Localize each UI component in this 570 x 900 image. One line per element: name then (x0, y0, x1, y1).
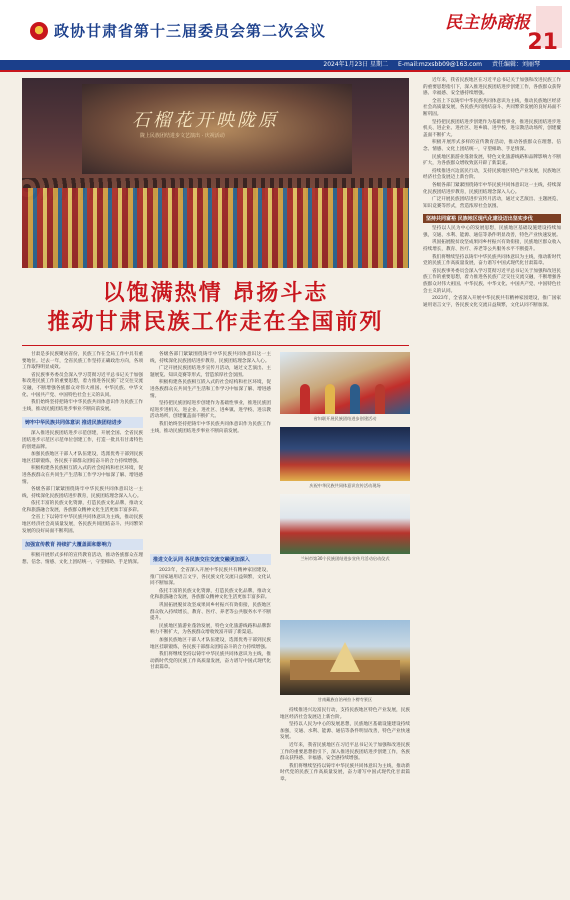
photo-caption: 庆祝中华民族共同体意识宣传活动现场 (309, 483, 381, 488)
article-paragraph: 我们将继续坚持以铸牢中华民族共同体意识为主线，推动新时代党的民族工作高质量发展，奋力谱写中国式现代化甘肃篇章。 (423, 254, 561, 267)
section-heading: 加强宣传教育 持续扩大覆盖面和影响力 (22, 539, 143, 550)
stupa-roof (330, 642, 360, 672)
page-number: 21 (527, 30, 558, 55)
article-paragraph: 省民族事务委员会深入学习贯彻习近平总书记关于加强和改进民族工作的重要思想，着力推进各民族广泛交往交流交融，不断增强各族群众对伟大祖国、中华民族、中华文化、中国共产党、中国特色社会主义的认同。 (22, 372, 143, 398)
article-paragraph: 巩固拓展脱贫攻坚成果同乡村振兴有效衔接，民族地区群众收入持续增长，教育、医疗、养老等公共服务水平不断提升。 (423, 240, 561, 253)
article-paragraph: 我们将继续坚持以铸牢中华民族共同体意识为主线，推动新时代党的民族工作高质量发展，奋力谱写中国式现代化甘肃篇章。 (280, 763, 410, 782)
photo-folk-dance (280, 352, 410, 414)
article-paragraph: 民族地区旅游业蓬勃发展，特色文化旅游线路和品牌影响力不断扩大，为各族群众增收致富开辟了新渠道。 (423, 154, 561, 167)
performer-figure (300, 384, 310, 414)
show-title: 石榴花开映陇原 (132, 110, 279, 131)
column-2-lower (150, 550, 271, 673)
issue-date: 2024年1月23日 星期二 (323, 61, 389, 68)
headline-line-2: 推动甘肃民族工作走在全国前列 (47, 310, 384, 335)
article-paragraph: 坚持以人民为中心的发展思想，民族地区基础设施建设持续加强，交通、水利、能源、通信等条件明显改善，特色产业快速发展。 (280, 722, 410, 741)
performer-figure (375, 384, 385, 414)
column-2 (150, 352, 271, 436)
section-heading: 坚持共同富裕 民族地区现代化建设迈出坚实步伐 (423, 214, 561, 223)
article-paragraph: 深入推进民族团结进步示范创建，开展全国、全省民族团结进步示范区示范单位创建工作，打造一批具有甘肃特色的创建品牌。 (22, 431, 143, 450)
masthead (0, 0, 570, 60)
article-paragraph: 全省上下以铸牢中华民族共同体意识为主线，推动民族地区经济社会高质量发展，各民族共同团结奋斗、共同繁荣发展的良好局面不断巩固。 (423, 98, 561, 117)
performer-figure (350, 384, 360, 414)
article-paragraph: 积极构建各民族相互嵌入式的社会结构和社区环境，促进各族群众在共同生产生活和工作学习中加深了解、增进感情。 (22, 466, 143, 485)
article-paragraph: 我们始终坚持把铸牢中华民族共同体意识作为民族工作主线，推动民族团结进步事业不断向前发展。 (150, 421, 271, 434)
article-paragraph: 坚持把民族团结进步创建作为基础性事业，推进民族团结进步进机关、进企业、进社区、进乡镇、进学校、进宗教活动场所，创建覆盖面不断扩大。 (150, 401, 271, 420)
headline (22, 280, 409, 338)
article-paragraph: 近年来，我省民族地区在习近平总书记关于加强和改进民族工作的重要思想指引下，深入推进民族团结进步创建工作，各族群众获得感、幸福感、安全感持续增强。 (423, 78, 561, 97)
article-paragraph: 广泛开展民族团结进步宣传月活动，通过文艺演出、主题展览、知识竞赛等形式，营造浓厚社会氛围。 (423, 197, 561, 209)
article-paragraph: 加强民族地区干部人才队伍建设，选派优秀干部到民族地区挂职锻炼，各民族干部群众团结奋斗的合力持续增强。 (150, 637, 271, 650)
performer-figure (325, 384, 335, 414)
hero-photo (22, 78, 409, 268)
article-paragraph: 2023年，全省深入开展中华民族共有精神家园建设，推广国家通用语言文字，各民族文化交流日益频繁，文化认同不断加深。 (150, 568, 271, 587)
section-heading: 推进文化认同 各民族交往交流交融更加深入 (150, 554, 271, 565)
photo-caption: 甘南藏族自治州拉卜楞寺景区 (317, 697, 373, 702)
article-paragraph: 省民族事务委员会深入学习贯彻习近平总书记关于加强和改进民族工作的重要思想，着力推进各民族广泛交往交流交融，不断增强各族群众对伟大祖国、中华民族、中华文化、中国共产党、中国特色社会主义的认同。 (423, 268, 561, 294)
article-paragraph: 广泛开展民族团结进步宣传月活动，通过文艺演出、主题展览、知识竞赛等形式，营造浓厚社会氛围。 (150, 366, 271, 378)
photo-column (280, 352, 410, 567)
newspaper-logo: 民主协商报 (445, 13, 530, 33)
photo-stage-event (280, 427, 410, 481)
article-paragraph: 加强民族地区干部人才队伍建设，选派优秀干部到民族地区挂职锻炼，各民族干部群众团结奋斗的合力持续增强。 (22, 452, 143, 464)
show-subtitle: 陇上民族团结进步文艺演出 · 庆祝活动 (140, 133, 225, 139)
article-paragraph: 积极开展形式多样的宣传教育活动，推动各族群众在理想、信念、情感、文化上团结统一，守望相助、手足情深。 (22, 553, 143, 565)
article-paragraph: 积极构建各民族相互嵌入式的社会结构和社区环境，促进各族群众在共同生产生活和工作学习中加深了解、增进感情。 (150, 380, 271, 399)
photo-column-lower (280, 620, 410, 785)
right-column (423, 78, 561, 310)
photo-caption: 兰州市第30个民族团结进步宣传月活动启动仪式 (300, 556, 390, 561)
article-paragraph: 各级各部门紧紧围绕铸牢中华民族共同体意识这一主线，持续深化民族团结进步教育，民族团结理念深入人心。 (150, 352, 271, 364)
article-paragraph: 2023年，全省深入开展中华民族共有精神家园建设，推广国家通用语言文字，各民族文化交流日益频繁，文化认同不断加深。 (423, 296, 561, 308)
article-paragraph: 坚持以人民为中心的发展思想，民族地区基础设施建设持续加强，交通、水利、能源、通信等条件明显改善，特色产业快速发展。 (423, 226, 561, 238)
cppcc-emblem-icon (30, 22, 48, 40)
section-heading: 铸牢中华民族共同体意识 推进民族团结进步 (22, 417, 143, 428)
article-paragraph: 近年来，我省民族地区在习近平总书记关于加强和改进民族工作的重要思想指引下，深入推进民族团结进步创建工作，各族群众获得感、幸福感、安全感持续增强。 (280, 742, 410, 762)
article-paragraph: 民族地区旅游业蓬勃发展，特色文化旅游线路和品牌影响力不断扩大，为各族群众增收致富开辟了新渠道。 (150, 623, 271, 636)
article-paragraph: 依托丰富的民族文化资源，打造民族文化品牌，推动文化和旅游融合发展，各族群众精神文化生活更加丰富多彩。 (22, 501, 143, 513)
article-paragraph: 巩固拓展脱贫攻坚成果同乡村振兴有效衔接，民族地区群众收入持续增长，教育、医疗、养老等公共服务水平不断提升。 (150, 602, 271, 622)
article-paragraph: 坚持把民族团结进步创建作为基础性事业，推进民族团结进步进机关、进企业、进社区、进乡镇、进学校、进宗教活动场所，创建覆盖面不断扩大。 (423, 119, 561, 138)
info-bar (0, 60, 570, 70)
photo-launch-ceremony (280, 494, 410, 554)
photo-monastery (280, 620, 410, 695)
article-paragraph: 甘肃是多民族聚居省份，民族工作在全局工作中具有重要地位。过去一年，全省民族工作坚持正确政治方向，各项工作取得明显成效。 (22, 352, 143, 371)
article-paragraph: 全省上下以铸牢中华民族共同体意识为主线，推动民族地区经济社会高质量发展，各民族共同团结奋斗、共同繁荣发展的良好局面不断巩固。 (22, 515, 143, 534)
masthead-rule (0, 70, 570, 72)
headline-rule (22, 345, 409, 346)
article-paragraph: 持续推进兴边富民行动，支持民族地区特色产业发展，民族地区经济社会发展迈上新台阶。 (423, 168, 561, 181)
headline-line-1: 以饱满热情 昂扬斗志 (102, 281, 329, 306)
column-1 (22, 352, 143, 567)
photo-caption: 省妇联开展民族团结进步创建活动 (313, 416, 377, 421)
article-paragraph: 我们将继续坚持以铸牢中华民族共同体意识为主线，推动新时代党的民族工作高质量发展，奋力谱写中国式现代化甘肃篇章。 (150, 652, 271, 671)
article-paragraph: 积极开展形式多样的宣传教育活动，推动各族群众在理想、信念、情感、文化上团结统一，守望相助、手足情深。 (423, 140, 561, 152)
stage-costumes (22, 188, 409, 268)
editor-credit: 责任编辑：刘丽琴 (491, 61, 540, 68)
article-paragraph: 各级各部门紧紧围绕铸牢中华民族共同体意识这一主线，持续深化民族团结进步教育，民族团结理念深入人心。 (22, 487, 143, 499)
contact-email: E-mail:mzxsbb09@163.com (398, 61, 482, 68)
page-title: 政协甘肃省第十三届委员会第二次会议 (54, 22, 327, 40)
article-paragraph: 持续推进兴边富民行动，支持民族地区特色产业发展，民族地区经济社会发展迈上新台阶。 (280, 708, 410, 720)
article-paragraph: 我们始终坚持把铸牢中华民族共同体意识作为民族工作主线，推动民族团结进步事业不断向前发展。 (22, 400, 143, 412)
article-paragraph: 依托丰富的民族文化资源，打造民族文化品牌，推动文化和旅游融合发展，各族群众精神文化生活更加丰富多彩。 (150, 588, 271, 601)
article-paragraph: 各级各部门紧紧围绕铸牢中华民族共同体意识这一主线，持续深化民族团结进步教育，民族团结理念深入人心。 (423, 182, 561, 195)
